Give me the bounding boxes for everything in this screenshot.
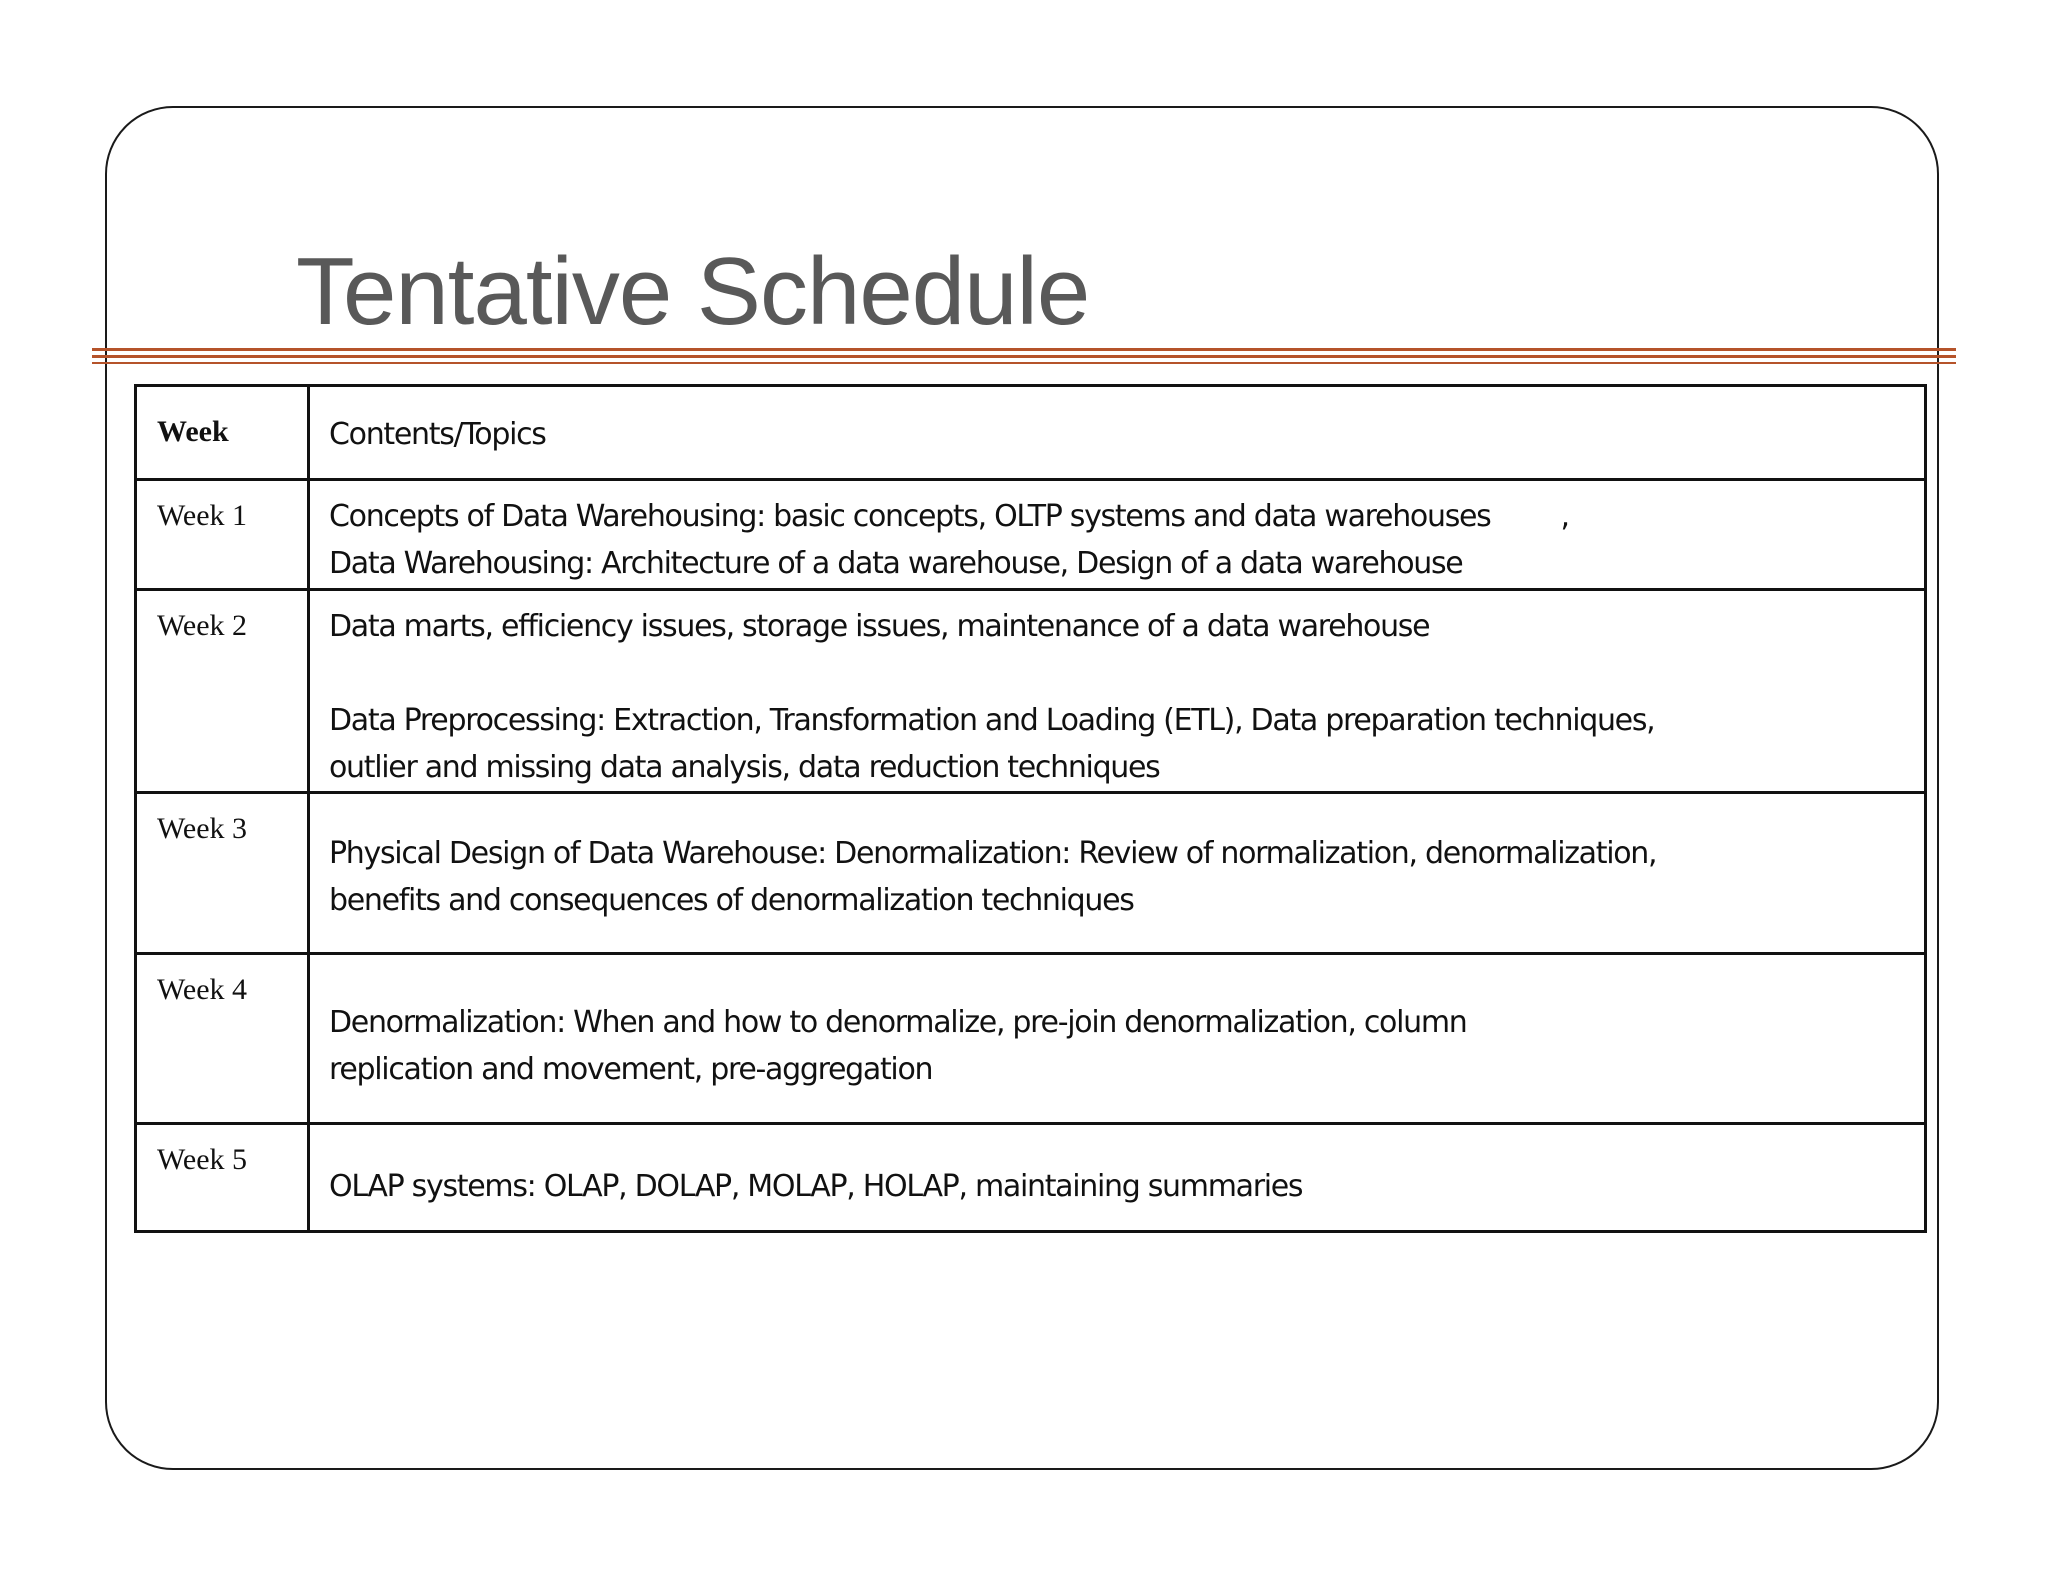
stray-comma: , xyxy=(1560,499,1569,534)
table-row xyxy=(136,1124,1926,1232)
week-label: Week 3 xyxy=(136,793,309,954)
schedule-table-wrapper xyxy=(134,384,1924,1233)
topic-cell xyxy=(309,480,1926,590)
topic-line: Data Warehousing: Architecture of a data warehouse, Design of a data warehouse xyxy=(329,546,1463,581)
topic-line: Denormalization: When and how to denormalize, pre-join denormalization, column xyxy=(329,1005,1467,1040)
topic-cell xyxy=(309,1124,1926,1232)
topic-line: outlier and missing data analysis, data reduction techniques xyxy=(329,750,1160,785)
topic-cell xyxy=(309,590,1926,793)
week-label: Week 4 xyxy=(136,954,309,1124)
topic-line: Data marts, efficiency issues, storage issues, maintenance of a data warehouse xyxy=(329,609,1430,644)
topic-line: Concepts of Data Warehousing: basic concepts, OLTP systems and data warehouses , xyxy=(329,493,1924,540)
schedule-table xyxy=(134,384,1927,1233)
title-divider xyxy=(92,355,1956,358)
table-row xyxy=(136,954,1926,1124)
table-row xyxy=(136,590,1926,793)
topic-cell xyxy=(309,793,1926,954)
topics-column-header: Contents/Topics xyxy=(309,386,1926,480)
topic-line: benefits and consequences of denormalization techniques xyxy=(329,883,1134,918)
table-row xyxy=(136,793,1926,954)
topic-line: Physical Design of Data Warehouse: Denormalization: Review of normalization, denormalization, xyxy=(329,836,1657,871)
slide-title: Tentative Schedule xyxy=(296,238,1090,345)
week-label: Week 1 xyxy=(136,480,309,590)
table-row xyxy=(136,480,1926,590)
topic-line: OLAP systems: OLAP, DOLAP, MOLAP, HOLAP, maintaining summaries xyxy=(329,1169,1303,1204)
week-label: Week 2 xyxy=(136,590,309,793)
topic-line: replication and movement, pre-aggregation xyxy=(329,1052,933,1087)
table-header-row xyxy=(136,386,1926,480)
title-divider xyxy=(92,348,1956,351)
week-label: Week 5 xyxy=(136,1124,309,1232)
title-divider xyxy=(92,362,1956,364)
topic-line: Data Preprocessing: Extraction, Transformation and Loading (ETL), Data preparation techniques, xyxy=(329,703,1655,738)
topic-cell xyxy=(309,954,1926,1124)
week-column-header: Week xyxy=(136,386,309,480)
